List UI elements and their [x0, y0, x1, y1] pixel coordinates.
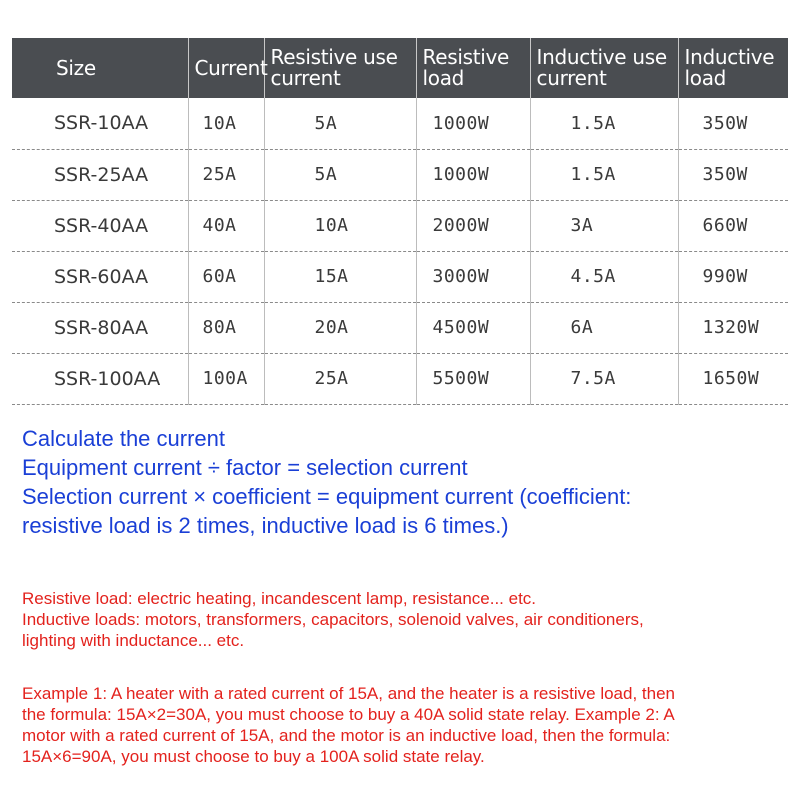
cell-resistive-use-current: 20A [264, 302, 416, 353]
cell-inductive-load: 1650W [678, 353, 788, 404]
cell-size: SSR-60AA [12, 251, 188, 302]
example-line: motor with a rated current of 15A, and the motor is an inductive load, then the formula: [22, 726, 671, 745]
cell-resistive-use-current: 5A [264, 149, 416, 200]
relay-spec-table [12, 38, 788, 405]
example-line: 15A×6=90A, you must choose to buy a 100A solid state relay. [22, 747, 485, 766]
header-inductive-load: Inductive load [678, 38, 788, 98]
cell-inductive-use-current: 6A [530, 302, 678, 353]
cell-current: 40A [188, 200, 264, 251]
cell-resistive-load: 2000W [416, 200, 530, 251]
calculation-line: Equipment current ÷ factor = selection current [22, 455, 468, 480]
cell-inductive-use-current: 1.5A [530, 149, 678, 200]
cell-resistive-use-current: 25A [264, 353, 416, 404]
header-resistive-use-current: Resistive use current [264, 38, 416, 98]
cell-current: 80A [188, 302, 264, 353]
cell-size: SSR-10AA [12, 98, 188, 149]
header-resistive-load: Resistive load [416, 38, 530, 98]
table-row [12, 251, 788, 302]
header-current: Current [188, 38, 264, 98]
table-header [12, 38, 788, 98]
example-notes [22, 683, 794, 767]
cell-current: 60A [188, 251, 264, 302]
cell-inductive-load: 350W [678, 149, 788, 200]
cell-current: 10A [188, 98, 264, 149]
calculation-notes [22, 424, 792, 540]
cell-resistive-use-current: 15A [264, 251, 416, 302]
cell-resistive-use-current: 5A [264, 98, 416, 149]
cell-inductive-load: 660W [678, 200, 788, 251]
cell-inductive-load: 350W [678, 98, 788, 149]
cell-size: SSR-25AA [12, 149, 188, 200]
calculation-line: Selection current × coefficient = equipment current (coefficient: [22, 484, 632, 509]
calculation-line: resistive load is 2 times, inductive load is 6 times.) [22, 513, 509, 538]
header-inductive-use-current: Inductive use current [530, 38, 678, 98]
cell-current: 100A [188, 353, 264, 404]
cell-size: SSR-40AA [12, 200, 188, 251]
table-row [12, 98, 788, 149]
load-type-line: lighting with inductance... etc. [22, 631, 245, 650]
cell-inductive-use-current: 4.5A [530, 251, 678, 302]
cell-inductive-use-current: 3A [530, 200, 678, 251]
cell-resistive-load: 1000W [416, 149, 530, 200]
load-type-line: Resistive load: electric heating, incandescent lamp, resistance... etc. [22, 589, 537, 608]
cell-resistive-load: 5500W [416, 353, 530, 404]
cell-resistive-use-current: 10A [264, 200, 416, 251]
header-size: Size [56, 55, 96, 80]
cell-resistive-load: 3000W [416, 251, 530, 302]
load-type-line: Inductive loads: motors, transformers, capacitors, solenoid valves, air conditioners, [22, 610, 644, 629]
example-line: the formula: 15A×2=30A, you must choose to buy a 40A solid state relay. Example 2: A [22, 705, 675, 724]
cell-current: 25A [188, 149, 264, 200]
cell-inductive-use-current: 1.5A [530, 98, 678, 149]
table-row [12, 302, 788, 353]
header-row [12, 38, 788, 98]
cell-resistive-load: 1000W [416, 98, 530, 149]
cell-size: SSR-100AA [12, 353, 188, 404]
cell-size: SSR-80AA [12, 302, 188, 353]
calculation-heading: Calculate the current [22, 426, 225, 451]
example-line: Example 1: A heater with a rated current of 15A, and the heater is a resistive load, then [22, 684, 675, 703]
table-row [12, 353, 788, 404]
load-type-notes [22, 588, 794, 651]
cell-inductive-use-current: 7.5A [530, 353, 678, 404]
table-row [12, 149, 788, 200]
cell-resistive-load: 4500W [416, 302, 530, 353]
cell-inductive-load: 990W [678, 251, 788, 302]
table-body [12, 98, 788, 404]
cell-inductive-load: 1320W [678, 302, 788, 353]
table-row [12, 200, 788, 251]
